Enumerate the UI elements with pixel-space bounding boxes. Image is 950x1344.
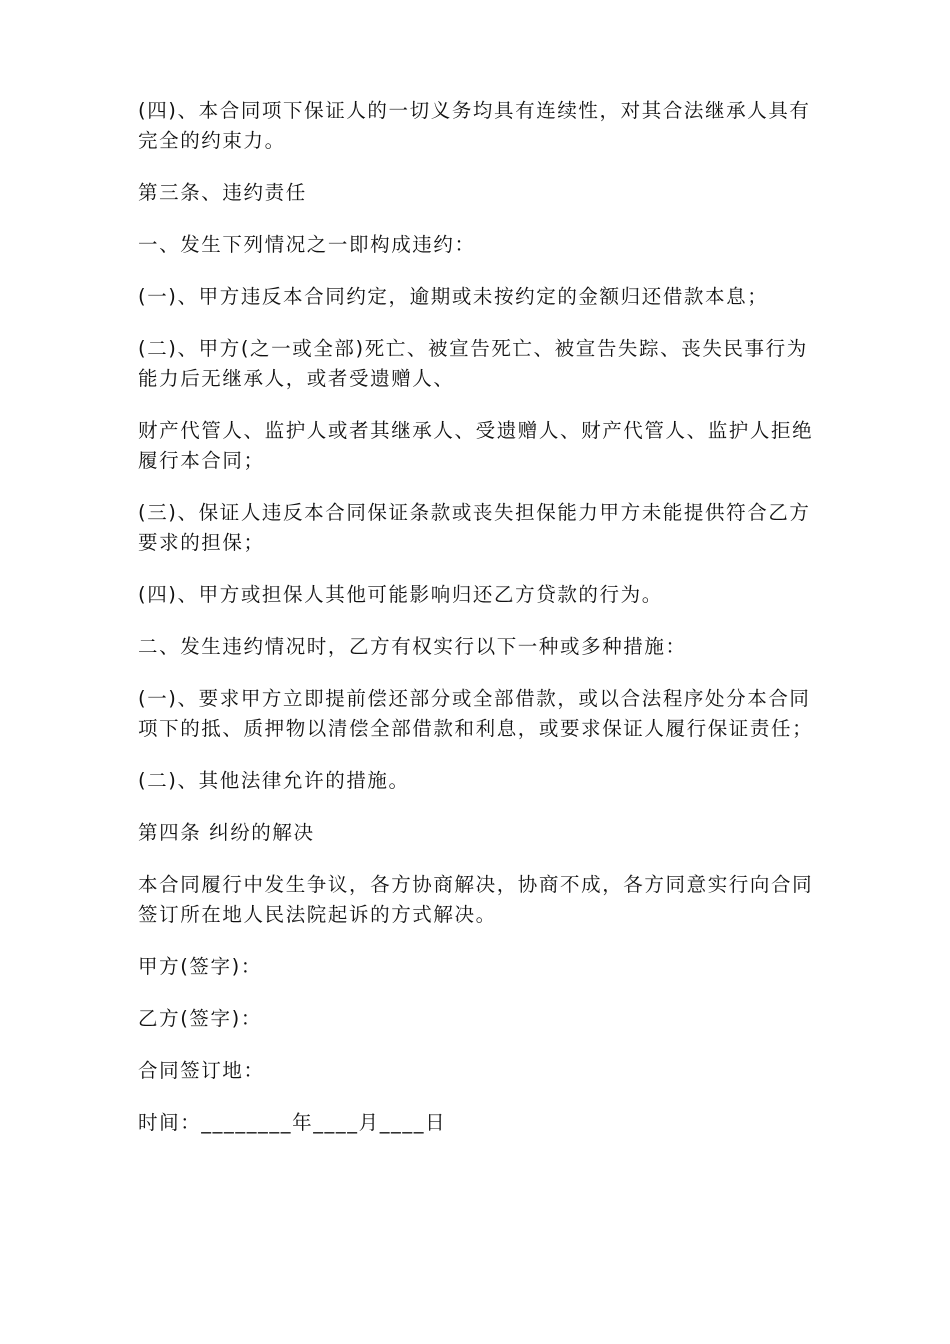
- breach-item-3: (三)、保证人违反本合同保证条款或丧失担保能力甲方未能提供符合乙方要求的担保；: [138, 501, 811, 554]
- breach-conditions-intro: 一、发生下列情况之一即构成违约：: [138, 233, 476, 256]
- remedy-item-1: (一)、要求甲方立即提前偿还部分或全部借款，或以合法程序处分本合同项下的抵、质押物以清偿全部借款和利息，或要求保证人履行保证责任；: [138, 687, 814, 740]
- party-a-signature-line: 甲方(签字)：: [138, 955, 262, 978]
- remedy-item-2: (二)、其他法律允许的措施。: [138, 769, 410, 792]
- clause-continuity: (四)、本合同项下保证人的一切义务均具有连续性，对其合法继承人具有完全的约束力。: [138, 99, 811, 152]
- heading-article-4: 第四条 纠纷的解决: [138, 821, 315, 844]
- remedies-intro: 二、发生违约情况时，乙方有权实行以下一种或多种措施：: [138, 635, 687, 658]
- breach-item-4: (四)、甲方或担保人其他可能影响归还乙方贷款的行为。: [138, 583, 663, 606]
- signing-place-line: 合同签订地：: [138, 1059, 265, 1082]
- contract-page: [138, 96, 818, 1138]
- breach-item-2-continued: 财产代管人、监护人或者其继承人、受遗赠人、财产代管人、监护人拒绝履行本合同；: [138, 419, 814, 472]
- breach-item-2: (二)、甲方(之一或全部)死亡、被宣告死亡、被宣告失踪、丧失民事行为能力后无继承人，或者受遗赠人、: [138, 337, 808, 390]
- breach-item-1: (一)、甲方违反本合同约定，逾期或未按约定的金额归还借款本息；: [138, 285, 769, 308]
- dispute-resolution-text: 本合同履行中发生争议，各方协商解决，协商不成，各方同意实行向合同签订所在地人民法院起诉的方式解决。: [138, 873, 814, 926]
- party-b-signature-line: 乙方(签字)：: [138, 1007, 262, 1030]
- heading-article-3: 第三条、违约责任: [138, 181, 307, 204]
- date-line: 时间：________年____月____日: [138, 1111, 447, 1134]
